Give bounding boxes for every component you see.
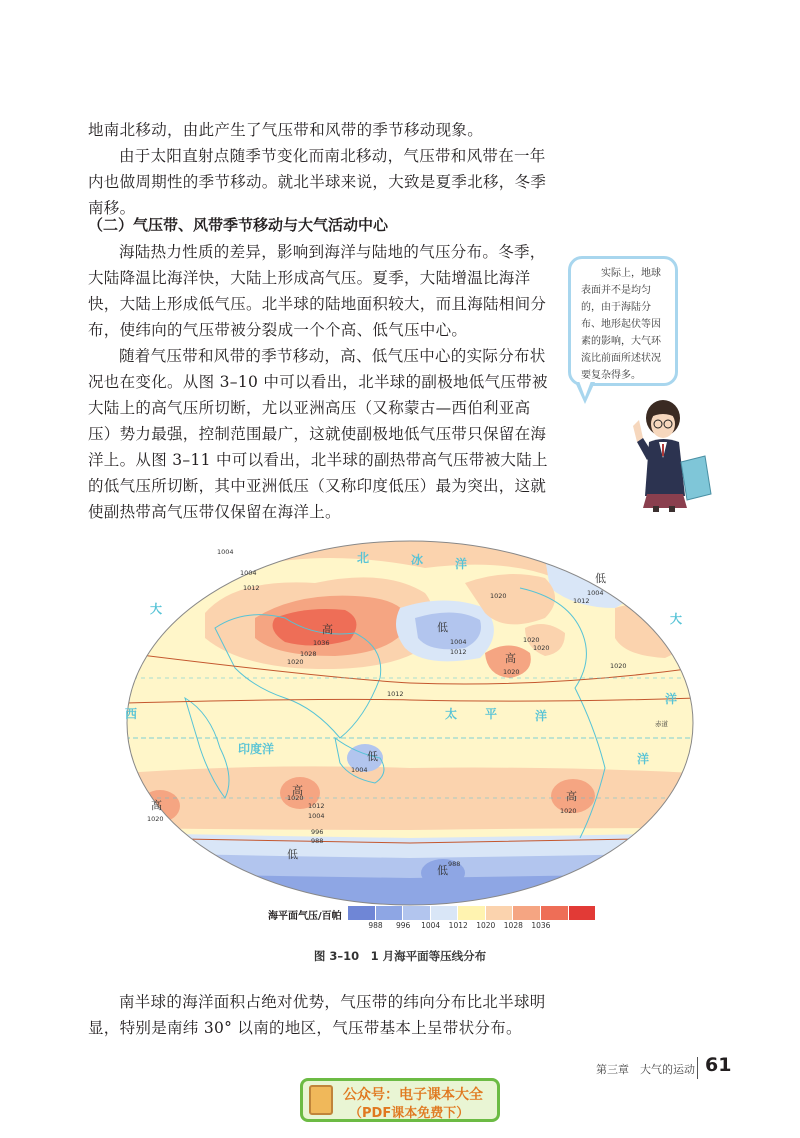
ocean-char: 洋 bbox=[637, 752, 650, 766]
paragraph-1: 由于太阳直射点随季节变化而南北移动，气压带和风带在一年内也做周期性的季节移动。就北半球来说，大致是夏季北移，冬季南移。 bbox=[88, 147, 547, 217]
ocean-char: 西 bbox=[125, 707, 138, 721]
isobar-value: 1020 bbox=[490, 592, 507, 600]
low-label: 低 bbox=[437, 621, 448, 634]
high-label: 高 bbox=[322, 623, 333, 636]
legend-swatch bbox=[486, 906, 514, 920]
legend-ticks bbox=[348, 921, 596, 933]
high-label: 高 bbox=[566, 790, 577, 803]
isobar-value: 1036 bbox=[313, 639, 330, 647]
section-heading: （二）气压带、风带季节移动与大气活动中心 bbox=[88, 216, 389, 234]
paragraph-0: 地南北移动，由此产生了气压带和风带的季节移动现象。 bbox=[88, 121, 484, 139]
isobar-value: 1004 bbox=[240, 569, 257, 577]
isobar-value: 1020 bbox=[560, 807, 577, 815]
legend-color-bar bbox=[348, 906, 596, 920]
isobar-value: 1004 bbox=[308, 812, 325, 820]
chapter-label: 第三章 大气的运动 bbox=[596, 1063, 695, 1076]
legend-swatch bbox=[513, 906, 541, 920]
isobar-value: 1012 bbox=[387, 690, 404, 698]
isobar-value: 1028 bbox=[300, 650, 317, 658]
map-svg bbox=[125, 538, 695, 908]
ocean-char: 大 bbox=[670, 612, 683, 626]
book-icon bbox=[309, 1085, 333, 1115]
ocean-char: 冰 bbox=[411, 553, 424, 567]
legend-swatch bbox=[376, 906, 404, 920]
isobar-value: 996 bbox=[311, 828, 324, 836]
page-number: 61 bbox=[705, 1054, 732, 1076]
high-label: 高 bbox=[292, 784, 303, 797]
watermark-line-1: 公众号：电子课本大全 bbox=[343, 1087, 483, 1103]
isobar-value: 1004 bbox=[587, 589, 604, 597]
sidebar-note bbox=[568, 256, 678, 386]
legend-tick: 1036 bbox=[531, 921, 551, 930]
isobar-value: 1020 bbox=[503, 668, 520, 676]
watermark-stamp bbox=[300, 1078, 500, 1122]
high-label: 高 bbox=[505, 652, 516, 665]
figure-caption: 图 3–10 1 月海平面等压线分布 bbox=[313, 949, 487, 963]
isobar-value: 1020 bbox=[287, 794, 304, 802]
low-label: 低 bbox=[367, 750, 378, 763]
ocean-char: 洋 bbox=[665, 692, 678, 706]
ocean-char: 洋 bbox=[535, 709, 548, 723]
legend-tick: 1020 bbox=[476, 921, 496, 930]
isobar-value: 1004 bbox=[450, 638, 467, 646]
isobar-value: 1012 bbox=[243, 584, 260, 592]
isobar-value: 1004 bbox=[351, 766, 368, 774]
isobar-value: 1012 bbox=[308, 802, 325, 810]
legend-swatch bbox=[458, 906, 486, 920]
footer-divider bbox=[697, 1057, 698, 1079]
low-label: 低 bbox=[595, 572, 606, 585]
isobar-value: 1020 bbox=[147, 815, 164, 823]
pressure-map bbox=[125, 538, 695, 908]
legend-swatch bbox=[431, 906, 459, 920]
teacher-illustration bbox=[625, 398, 725, 512]
ocean-char: 洋 bbox=[455, 557, 468, 571]
ocean-label-indian: 印度洋 bbox=[238, 742, 275, 756]
ocean-char: 大 bbox=[150, 602, 163, 616]
paragraph-4: 南半球的海洋面积占绝对优势，气压带的纬向分布比北半球明显，特别是南纬 30° 以南的地区，气压带基本上呈带状分布。 bbox=[88, 993, 546, 1037]
isobar-value: 1004 bbox=[217, 548, 234, 556]
paragraph-2: 海陆热力性质的差异，影响到海洋与陆地的气压分布。冬季，大陆降温比海洋快，大陆上形成高气压。夏季，大陆增温比海洋快，大陆上形成低气压。北半球的陆地面积较大，而且海陆相间分布，使纬向的气压带被分裂成一个个高、低气压中心。 bbox=[88, 243, 547, 339]
bubble-tail-inner bbox=[579, 381, 591, 397]
isobar-value: 1012 bbox=[573, 597, 590, 605]
legend-tick: 1028 bbox=[503, 921, 523, 930]
legend-swatch bbox=[569, 906, 597, 920]
isobar-value: 1020 bbox=[523, 636, 540, 644]
legend-tick: 996 bbox=[395, 921, 411, 930]
legend-swatch bbox=[541, 906, 569, 920]
equator-label: 赤道 bbox=[655, 720, 668, 728]
isobar-value: 1020 bbox=[610, 662, 627, 670]
legend-swatch bbox=[348, 906, 376, 920]
isobar-value: 1020 bbox=[287, 658, 304, 666]
ocean-char: 太 bbox=[445, 707, 458, 721]
ocean-char: 平 bbox=[485, 707, 498, 721]
legend-title: 海平面气压/百帕 bbox=[268, 911, 342, 922]
legend-tick: 988 bbox=[368, 921, 383, 930]
isobar-value: 988 bbox=[448, 860, 461, 868]
legend-tick: 1004 bbox=[421, 921, 441, 930]
isobar-value: 1020 bbox=[533, 644, 550, 652]
ocean-char: 北 bbox=[357, 551, 370, 565]
high-label: 高 bbox=[151, 799, 162, 812]
legend-tick: 1012 bbox=[448, 921, 468, 930]
low-label: 低 bbox=[287, 848, 298, 861]
isobar-value: 1012 bbox=[450, 648, 467, 656]
watermark-line-2: （PDF课本免费下） bbox=[349, 1106, 470, 1121]
sidebar-note-text: 实际上，地球表面并不是均匀的，由于海陆分布、地形起伏等因素的影响，大气环流比前面所述状况要复杂得多。 bbox=[581, 268, 661, 381]
low-label: 低 bbox=[437, 864, 448, 877]
isobar-value: 988 bbox=[311, 837, 324, 845]
paragraph-3: 随着气压带和风带的季节移动，高、低气压中心的实际分布状况也在变化。从图 3–10 中可以看出，北半球的副极地低气压带被大陆上的高气压所切断，尤以亚洲高压（又称蒙古—西伯利亚高压）势力最强，控制范围最广，这就使副极地低气压带只保留在海洋上。从图 3–11 中可以看出，北半球的副热带高气压带被大陆上的低气压所切断，其中亚洲低压（又称印度低压）最为突出，这就使副热带高气压带仅保留在海洋上。 bbox=[88, 347, 548, 521]
legend-swatch bbox=[403, 906, 431, 920]
